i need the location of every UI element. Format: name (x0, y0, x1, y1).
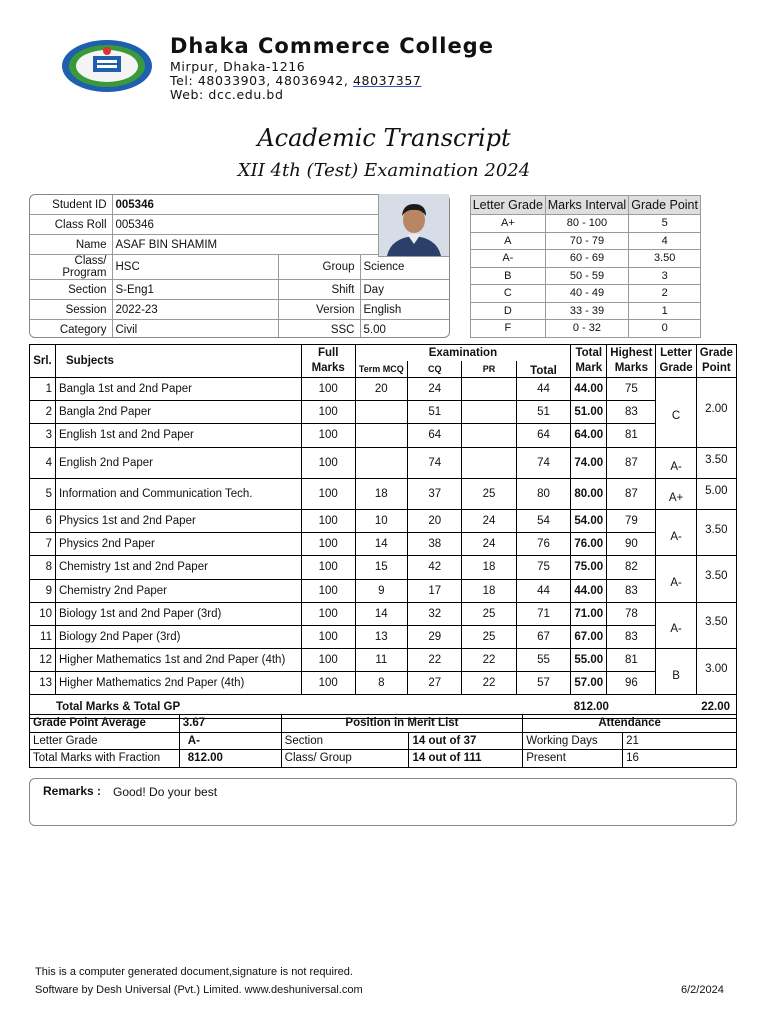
merit-group-value: 14 out of 111 (409, 750, 523, 768)
col-highest-marks: Highest Marks (607, 345, 656, 378)
row-cq: 74 (408, 447, 462, 478)
row-srl: 3 (30, 424, 56, 447)
footer-software: Software by Desh Universal (Pvt.) Limited. www.deshuniversal.com (35, 984, 363, 996)
grade-scale-row (471, 215, 701, 233)
row-letter-grade: A- (656, 447, 696, 478)
row-cq: 17 (408, 579, 462, 602)
scale-point: 3 (629, 267, 701, 285)
table-row (30, 579, 737, 602)
row-cq: 38 (408, 533, 462, 556)
row-term-mcq: 9 (355, 579, 408, 602)
row-total: 67 (516, 625, 571, 648)
row-cq: 64 (408, 424, 462, 447)
row-pr (462, 447, 516, 478)
row-term-mcq: 11 (355, 649, 408, 672)
row-grade-point: 5.00 (696, 478, 736, 509)
row-full-marks: 100 (301, 509, 355, 532)
row-total: 76 (516, 533, 571, 556)
row-subject: Bangla 2nd Paper (55, 401, 301, 424)
session: 2022-23 (112, 300, 278, 320)
row-letter-grade: A- (656, 556, 696, 602)
scale-point: 1 (629, 302, 701, 320)
col-letter-grade: Letter Grade (656, 345, 696, 378)
row-srl: 12 (30, 649, 56, 672)
row-full-marks: 100 (301, 378, 355, 401)
letter-grade-label: Letter Grade (30, 732, 180, 750)
gpa-label: Grade Point Average (30, 715, 180, 733)
grade-scale-row (471, 232, 701, 250)
grade-scale-row (471, 267, 701, 285)
row-letter-grade: C (656, 378, 696, 448)
row-total: 54 (516, 509, 571, 532)
total-marks: 812.00 (571, 695, 656, 718)
fraction-label: Total Marks with Fraction (30, 750, 180, 768)
row-total: 51 (516, 401, 571, 424)
merit-group-label: Class/ Group (281, 750, 409, 768)
row-total-mark: 80.00 (571, 478, 607, 509)
ssc-label: SSC (278, 320, 360, 339)
row-term-mcq: 10 (355, 509, 408, 532)
row-full-marks: 100 (301, 672, 355, 695)
student-id-label: Student ID (30, 195, 112, 215)
row-term-mcq (355, 401, 408, 424)
row-subject: Higher Mathematics 1st and 2nd Paper (4th) (55, 649, 301, 672)
remarks-box (29, 778, 737, 826)
group: Science (360, 255, 449, 280)
grade-scale-table (470, 195, 701, 338)
shift: Day (360, 280, 449, 300)
footer-date: 6/2/2024 (681, 984, 724, 996)
scale-letter: F (471, 320, 546, 338)
scale-interval: 70 - 79 (545, 232, 629, 250)
row-term-mcq: 8 (355, 672, 408, 695)
row-highest-marks: 79 (607, 509, 656, 532)
row-srl: 2 (30, 401, 56, 424)
row-srl: 13 (30, 672, 56, 695)
scale-interval: 0 - 32 (545, 320, 629, 338)
name-label: Name (30, 235, 112, 255)
row-total-mark: 54.00 (571, 509, 607, 532)
row-highest-marks: 81 (607, 649, 656, 672)
row-grade-point: 3.00 (696, 649, 736, 695)
row-highest-marks: 78 (607, 602, 656, 625)
marks-table (29, 344, 737, 719)
scale-interval: 33 - 39 (545, 302, 629, 320)
row-cq: 24 (408, 378, 462, 401)
row-cq: 32 (408, 602, 462, 625)
college-name: Dhaka Commerce College (170, 34, 494, 58)
version: English (360, 300, 449, 320)
student-id: 005346 (112, 195, 449, 215)
class-roll: 005346 (112, 215, 449, 235)
scale-interval: 60 - 69 (545, 250, 629, 268)
row-pr (462, 424, 516, 447)
row-pr: 24 (462, 533, 516, 556)
row-highest-marks: 82 (607, 556, 656, 579)
col-pr: PR (462, 361, 516, 378)
row-pr (462, 378, 516, 401)
table-row (30, 602, 737, 625)
row-term-mcq: 13 (355, 625, 408, 648)
section: S-Eng1 (112, 280, 278, 300)
row-cq: 20 (408, 509, 462, 532)
row-letter-grade: B (656, 649, 696, 695)
row-highest-marks: 96 (607, 672, 656, 695)
row-letter-grade: A+ (656, 478, 696, 509)
total-label: Total Marks & Total GP (30, 695, 571, 718)
row-full-marks: 100 (301, 556, 355, 579)
letter-grade-value: A- (179, 732, 281, 750)
college-website: Web: dcc.edu.bd (170, 87, 284, 102)
col-srl: Srl. (30, 345, 56, 378)
row-srl: 5 (30, 478, 56, 509)
gpa-value: 3.67 (179, 715, 281, 733)
present-label: Present (523, 750, 623, 768)
row-subject: Chemistry 2nd Paper (55, 579, 301, 602)
scale-point: 2 (629, 285, 701, 303)
scale-header-point: Grade Point (629, 196, 701, 215)
row-full-marks: 100 (301, 401, 355, 424)
total-gp: 22.00 (656, 695, 737, 718)
row-total-mark: 76.00 (571, 533, 607, 556)
row-pr: 18 (462, 579, 516, 602)
row-srl: 8 (30, 556, 56, 579)
row-cq: 29 (408, 625, 462, 648)
row-full-marks: 100 (301, 478, 355, 509)
result-summary (29, 714, 737, 768)
attendance-label: Attendance (523, 715, 737, 733)
row-grade-point: 3.50 (696, 556, 736, 602)
row-highest-marks: 83 (607, 579, 656, 602)
row-subject: Information and Communication Tech. (55, 478, 301, 509)
scale-interval: 80 - 100 (545, 215, 629, 233)
table-row (30, 424, 737, 447)
row-pr: 22 (462, 649, 516, 672)
row-cq: 22 (408, 649, 462, 672)
grade-scale-row (471, 320, 701, 338)
scale-point: 5 (629, 215, 701, 233)
scale-header-interval: Marks Interval (545, 196, 629, 215)
row-srl: 4 (30, 447, 56, 478)
row-full-marks: 100 (301, 424, 355, 447)
college-address: Mirpur, Dhaka-1216 (170, 59, 306, 74)
row-subject: Chemistry 1st and 2nd Paper (55, 556, 301, 579)
row-total: 71 (516, 602, 571, 625)
student-photo (378, 194, 449, 257)
row-srl: 1 (30, 378, 56, 401)
shift-label: Shift (278, 280, 360, 300)
row-srl: 9 (30, 579, 56, 602)
scale-letter: D (471, 302, 546, 320)
present-value: 16 (623, 750, 737, 768)
grade-scale-row (471, 285, 701, 303)
grade-scale-header (471, 196, 701, 215)
row-total-mark: 57.00 (571, 672, 607, 695)
row-grade-point: 3.50 (696, 509, 736, 555)
scale-interval: 50 - 59 (545, 267, 629, 285)
working-days-label: Working Days (523, 732, 623, 750)
row-full-marks: 100 (301, 625, 355, 648)
table-row (30, 401, 737, 424)
row-total: 44 (516, 378, 571, 401)
student-name: ASAF BIN SHAMIM (112, 235, 449, 255)
row-total-mark: 67.00 (571, 625, 607, 648)
grade-scale-row (471, 250, 701, 268)
row-highest-marks: 75 (607, 378, 656, 401)
row-total-mark: 44.00 (571, 378, 607, 401)
row-srl: 6 (30, 509, 56, 532)
row-total: 64 (516, 424, 571, 447)
table-row (30, 378, 737, 401)
row-full-marks: 100 (301, 602, 355, 625)
row-subject: Bangla 1st and 2nd Paper (55, 378, 301, 401)
row-term-mcq: 18 (355, 478, 408, 509)
scale-letter: A+ (471, 215, 546, 233)
ssc: 5.00 (360, 320, 449, 339)
row-pr: 25 (462, 625, 516, 648)
col-examination: Examination (355, 345, 571, 362)
class-roll-label: Class Roll (30, 215, 112, 235)
row-cq: 37 (408, 478, 462, 509)
row-grade-point: 3.50 (696, 602, 736, 648)
grade-scale-row (471, 302, 701, 320)
document-subtitle: XII 4th (Test) Examination 2024 (237, 160, 531, 181)
row-cq: 51 (408, 401, 462, 424)
category: Civil (112, 320, 278, 339)
fraction-value: 812.00 (179, 750, 281, 768)
row-total: 80 (516, 478, 571, 509)
row-total: 44 (516, 579, 571, 602)
row-highest-marks: 87 (607, 447, 656, 478)
row-cq: 27 (408, 672, 462, 695)
row-letter-grade: A- (656, 509, 696, 555)
row-srl: 10 (30, 602, 56, 625)
table-row (30, 447, 737, 478)
row-pr: 22 (462, 672, 516, 695)
col-term-mcq: Term MCQ (355, 361, 408, 378)
row-term-mcq (355, 447, 408, 478)
row-pr: 25 (462, 602, 516, 625)
row-highest-marks: 83 (607, 625, 656, 648)
scale-point: 0 (629, 320, 701, 338)
row-term-mcq: 14 (355, 533, 408, 556)
college-phone: Tel: 48033903, 48036942, 48037357 (170, 73, 422, 88)
merit-section-label: Section (281, 732, 409, 750)
row-term-mcq: 14 (355, 602, 408, 625)
table-row (30, 509, 737, 532)
remarks-label: Remarks : (43, 784, 102, 798)
college-logo (60, 38, 154, 94)
row-cq: 42 (408, 556, 462, 579)
row-total: 75 (516, 556, 571, 579)
row-pr: 24 (462, 509, 516, 532)
merit-label: Position in Merit List (281, 715, 523, 733)
col-cq: CQ (408, 361, 462, 378)
row-subject: English 1st and 2nd Paper (55, 424, 301, 447)
table-row (30, 478, 737, 509)
table-row (30, 533, 737, 556)
row-total-mark: 74.00 (571, 447, 607, 478)
row-srl: 11 (30, 625, 56, 648)
section-label: Section (30, 280, 112, 300)
document-title: Academic Transcript (257, 124, 511, 152)
row-term-mcq: 15 (355, 556, 408, 579)
group-label: Group (278, 255, 360, 280)
working-days-value: 21 (623, 732, 737, 750)
scale-interval: 40 - 49 (545, 285, 629, 303)
col-subjects: Subjects (55, 345, 301, 378)
row-total: 55 (516, 649, 571, 672)
scale-point: 3.50 (629, 250, 701, 268)
merit-section-value: 14 out of 37 (409, 732, 523, 750)
row-total-mark: 44.00 (571, 579, 607, 602)
row-subject: Biology 2nd Paper (3rd) (55, 625, 301, 648)
row-full-marks: 100 (301, 649, 355, 672)
row-highest-marks: 87 (607, 478, 656, 509)
row-term-mcq: 20 (355, 378, 408, 401)
scale-letter: C (471, 285, 546, 303)
row-highest-marks: 81 (607, 424, 656, 447)
row-letter-grade: A- (656, 602, 696, 648)
row-total: 57 (516, 672, 571, 695)
row-total-mark: 51.00 (571, 401, 607, 424)
row-full-marks: 100 (301, 579, 355, 602)
row-total-mark: 75.00 (571, 556, 607, 579)
footer-note: This is a computer generated document,signature is not required. (35, 966, 353, 978)
table-row (30, 625, 737, 648)
category-label: Category (30, 320, 112, 339)
scale-letter: A (471, 232, 546, 250)
row-subject: English 2nd Paper (55, 447, 301, 478)
scale-header-letter: Letter Grade (471, 196, 546, 215)
row-total: 74 (516, 447, 571, 478)
row-pr: 25 (462, 478, 516, 509)
program: HSC (112, 255, 278, 280)
table-row (30, 556, 737, 579)
row-grade-point: 3.50 (696, 447, 736, 478)
col-total-mark: Total Mark (571, 345, 607, 378)
row-highest-marks: 90 (607, 533, 656, 556)
scale-point: 4 (629, 232, 701, 250)
scale-letter: B (471, 267, 546, 285)
row-highest-marks: 83 (607, 401, 656, 424)
col-grade-point: Grade Point (696, 345, 736, 378)
table-row (30, 672, 737, 695)
row-full-marks: 100 (301, 533, 355, 556)
col-full-marks: Full Marks (301, 345, 355, 378)
row-pr: 18 (462, 556, 516, 579)
row-subject: Physics 1st and 2nd Paper (55, 509, 301, 532)
row-subject: Higher Mathematics 2nd Paper (4th) (55, 672, 301, 695)
program-label: Class/ Program (30, 255, 112, 280)
row-full-marks: 100 (301, 447, 355, 478)
row-srl: 7 (30, 533, 56, 556)
row-total-mark: 71.00 (571, 602, 607, 625)
session-label: Session (30, 300, 112, 320)
row-term-mcq (355, 424, 408, 447)
table-row (30, 649, 737, 672)
version-label: Version (278, 300, 360, 320)
col-total: Total (516, 361, 571, 378)
row-subject: Biology 1st and 2nd Paper (3rd) (55, 602, 301, 625)
row-total-mark: 64.00 (571, 424, 607, 447)
row-grade-point: 2.00 (696, 378, 736, 448)
row-pr (462, 401, 516, 424)
row-total-mark: 55.00 (571, 649, 607, 672)
row-subject: Physics 2nd Paper (55, 533, 301, 556)
scale-letter: A- (471, 250, 546, 268)
remarks-text: Good! Do your best (113, 785, 218, 799)
